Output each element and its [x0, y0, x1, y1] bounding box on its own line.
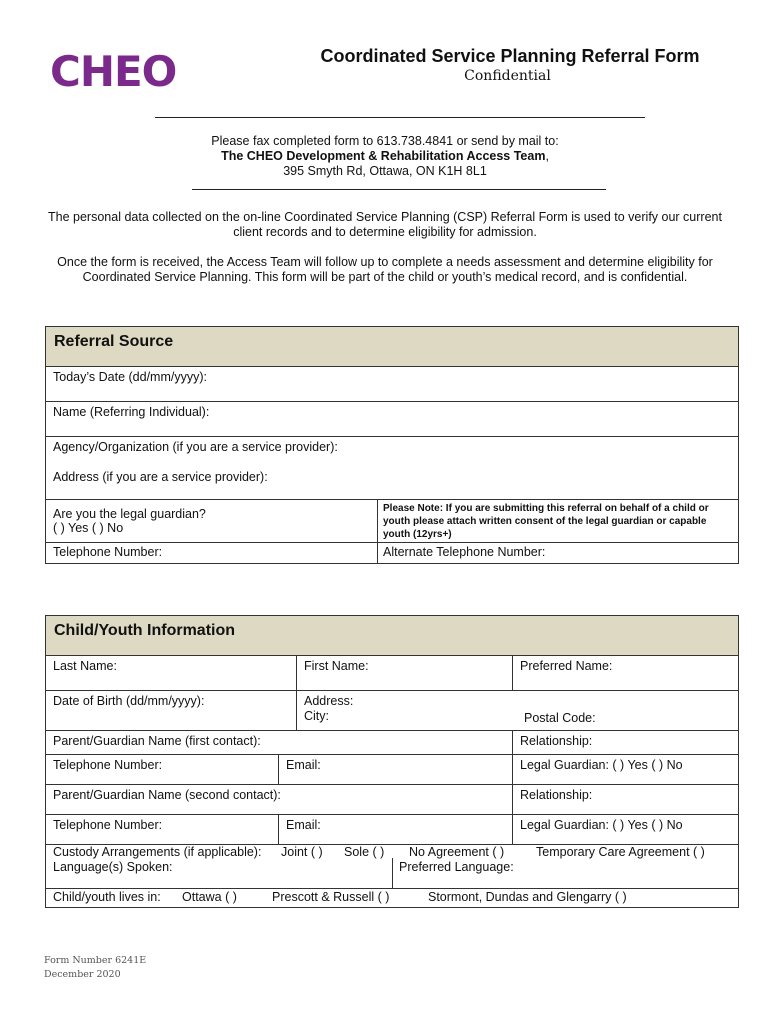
language-label[interactable]: Language(s) Spoken: [53, 860, 173, 874]
provider-address-label: Address (if you are a service provider): [53, 470, 268, 484]
todays-date-label: Today’s Date (dd/mm/yyyy): [53, 370, 207, 384]
access-team-line [0, 149, 770, 163]
prescott-russell-option[interactable]: Prescott & Russell ( ) [272, 890, 390, 904]
mailing-address: 395 Smyth Rd, Ottawa, ON K1H 8L1 [283, 164, 487, 178]
contact1-row [46, 755, 738, 785]
relationship1-label: Relationship: [520, 734, 593, 748]
fax-instruction: Please fax completed form to 613.738.4841 or send by mail to: [211, 134, 559, 148]
divider-bottom [192, 189, 606, 190]
referrer-telephone[interactable] [46, 543, 377, 563]
lives-in-label: Child/youth lives in: [53, 890, 161, 904]
agency-label: Agency/Organization (if you are a service provider): [53, 440, 338, 454]
parent2-name-label: Parent/Guardian Name (second contact): [53, 788, 281, 802]
parent2-row [46, 785, 738, 815]
custody-joint-option[interactable]: Joint ( ) [281, 845, 323, 859]
relationship2-label: Relationship: [520, 788, 593, 802]
last-name-field[interactable] [46, 656, 296, 690]
form-number: Form Number 6241E [44, 955, 147, 966]
first-name-field[interactable] [296, 656, 512, 690]
form-subtitle: Confidential [464, 68, 551, 84]
legal-guardian-cell[interactable] [46, 500, 377, 542]
consent-note: Please Note: If you are submitting this referral on behalf of a child or youth please attach written consent of the legal guardian or capable youth (12yrs+) [377, 500, 738, 542]
legal-guardian-question: Are you the legal guardian? [53, 507, 206, 521]
phone1-label: Telephone Number: [53, 758, 163, 772]
custody-language-row [46, 845, 738, 889]
child-youth-section [45, 615, 739, 908]
agency-address-row[interactable] [46, 437, 738, 500]
todays-date-row[interactable] [46, 367, 738, 402]
parent1-name-field[interactable] [46, 731, 512, 754]
last-name-label: Last Name: [53, 659, 117, 673]
phone2-label: Telephone Number: [53, 818, 163, 832]
email2-field[interactable] [278, 815, 512, 844]
relationship1-field[interactable] [512, 731, 738, 754]
referrer-name-label: Name (Referring Individual): [53, 405, 210, 419]
dob-field[interactable] [46, 691, 296, 730]
preferred-name-field[interactable] [512, 656, 738, 690]
form-date: December 2020 [44, 969, 121, 980]
legal-guardian1-label: Legal Guardian: ( ) Yes ( ) No [520, 758, 683, 772]
parent1-name-label: Parent/Guardian Name (first contact): [53, 734, 261, 748]
divider-top [155, 117, 645, 118]
names-row [46, 656, 738, 691]
address-label: Address: [304, 694, 354, 708]
phone1-field[interactable] [46, 755, 278, 784]
stormont-option[interactable]: Stormont, Dundas and Glengarry ( ) [428, 890, 627, 904]
alternate-telephone-label: Alternate Telephone Number: [383, 545, 546, 559]
first-name-label: First Name: [304, 659, 369, 673]
legal-guardian1-field[interactable] [512, 755, 738, 784]
referrer-name-row[interactable] [46, 402, 738, 437]
legal-guardian2-label: Legal Guardian: ( ) Yes ( ) No [520, 818, 683, 832]
telephone-row [46, 543, 738, 563]
dob-label: Date of Birth (dd/mm/yyyy): [53, 694, 205, 708]
access-team-name: The CHEO Development & Rehabilitation Access Team [221, 149, 546, 163]
lives-in-row [46, 889, 738, 907]
address-field[interactable] [296, 691, 738, 730]
city-label: City: [304, 709, 329, 723]
referral-source-heading: Referral Source [46, 327, 738, 367]
email1-label: Email: [286, 758, 321, 772]
guardian-row [46, 500, 738, 543]
parent1-row [46, 731, 738, 755]
referrer-telephone-label: Telephone Number: [53, 545, 163, 559]
cheo-logo [50, 46, 182, 94]
dob-address-row [46, 691, 738, 731]
preferred-name-label: Preferred Name: [520, 659, 613, 673]
email1-field[interactable] [278, 755, 512, 784]
email2-label: Email: [286, 818, 321, 832]
postal-code-label: Postal Code: [524, 711, 596, 725]
preferred-language-label[interactable]: Preferred Language: [399, 860, 514, 874]
relationship2-field[interactable] [512, 785, 738, 814]
phone2-field[interactable] [46, 815, 278, 844]
form-title: Coordinated Service Planning Referral Form [320, 46, 700, 66]
language-divider [392, 858, 393, 888]
followup-paragraph: Once the form is received, the Access Team will follow up to complete a needs assessment and determine eligibility for Coordinated Service Planning. This form will be part of the child or youth’s medical record, and is confidential. [57, 255, 713, 284]
access-team-suffix: , [545, 149, 549, 163]
logo-text: CHEO [50, 47, 177, 94]
alternate-telephone[interactable] [377, 543, 738, 563]
custody-no-agreement-option[interactable]: No Agreement ( ) [409, 845, 505, 859]
custody-sole-option[interactable]: Sole ( ) [344, 845, 385, 859]
ottawa-option[interactable]: Ottawa ( ) [182, 890, 237, 904]
legal-guardian-options[interactable]: ( ) Yes ( ) No [53, 521, 124, 535]
contact2-row [46, 815, 738, 845]
privacy-paragraph: The personal data collected on the on-line Coordinated Service Planning (CSP) Referral Form is used to verify our current client records and to determine eligibility for admission. [48, 210, 722, 239]
form-footer [44, 954, 146, 982]
child-youth-heading: Child/Youth Information [46, 616, 738, 656]
custody-temporary-option[interactable]: Temporary Care Agreement ( ) [536, 845, 705, 859]
legal-guardian2-field[interactable] [512, 815, 738, 844]
referral-source-section [45, 326, 739, 564]
custody-label: Custody Arrangements (if applicable): [53, 845, 262, 859]
parent2-name-field[interactable] [46, 785, 512, 814]
